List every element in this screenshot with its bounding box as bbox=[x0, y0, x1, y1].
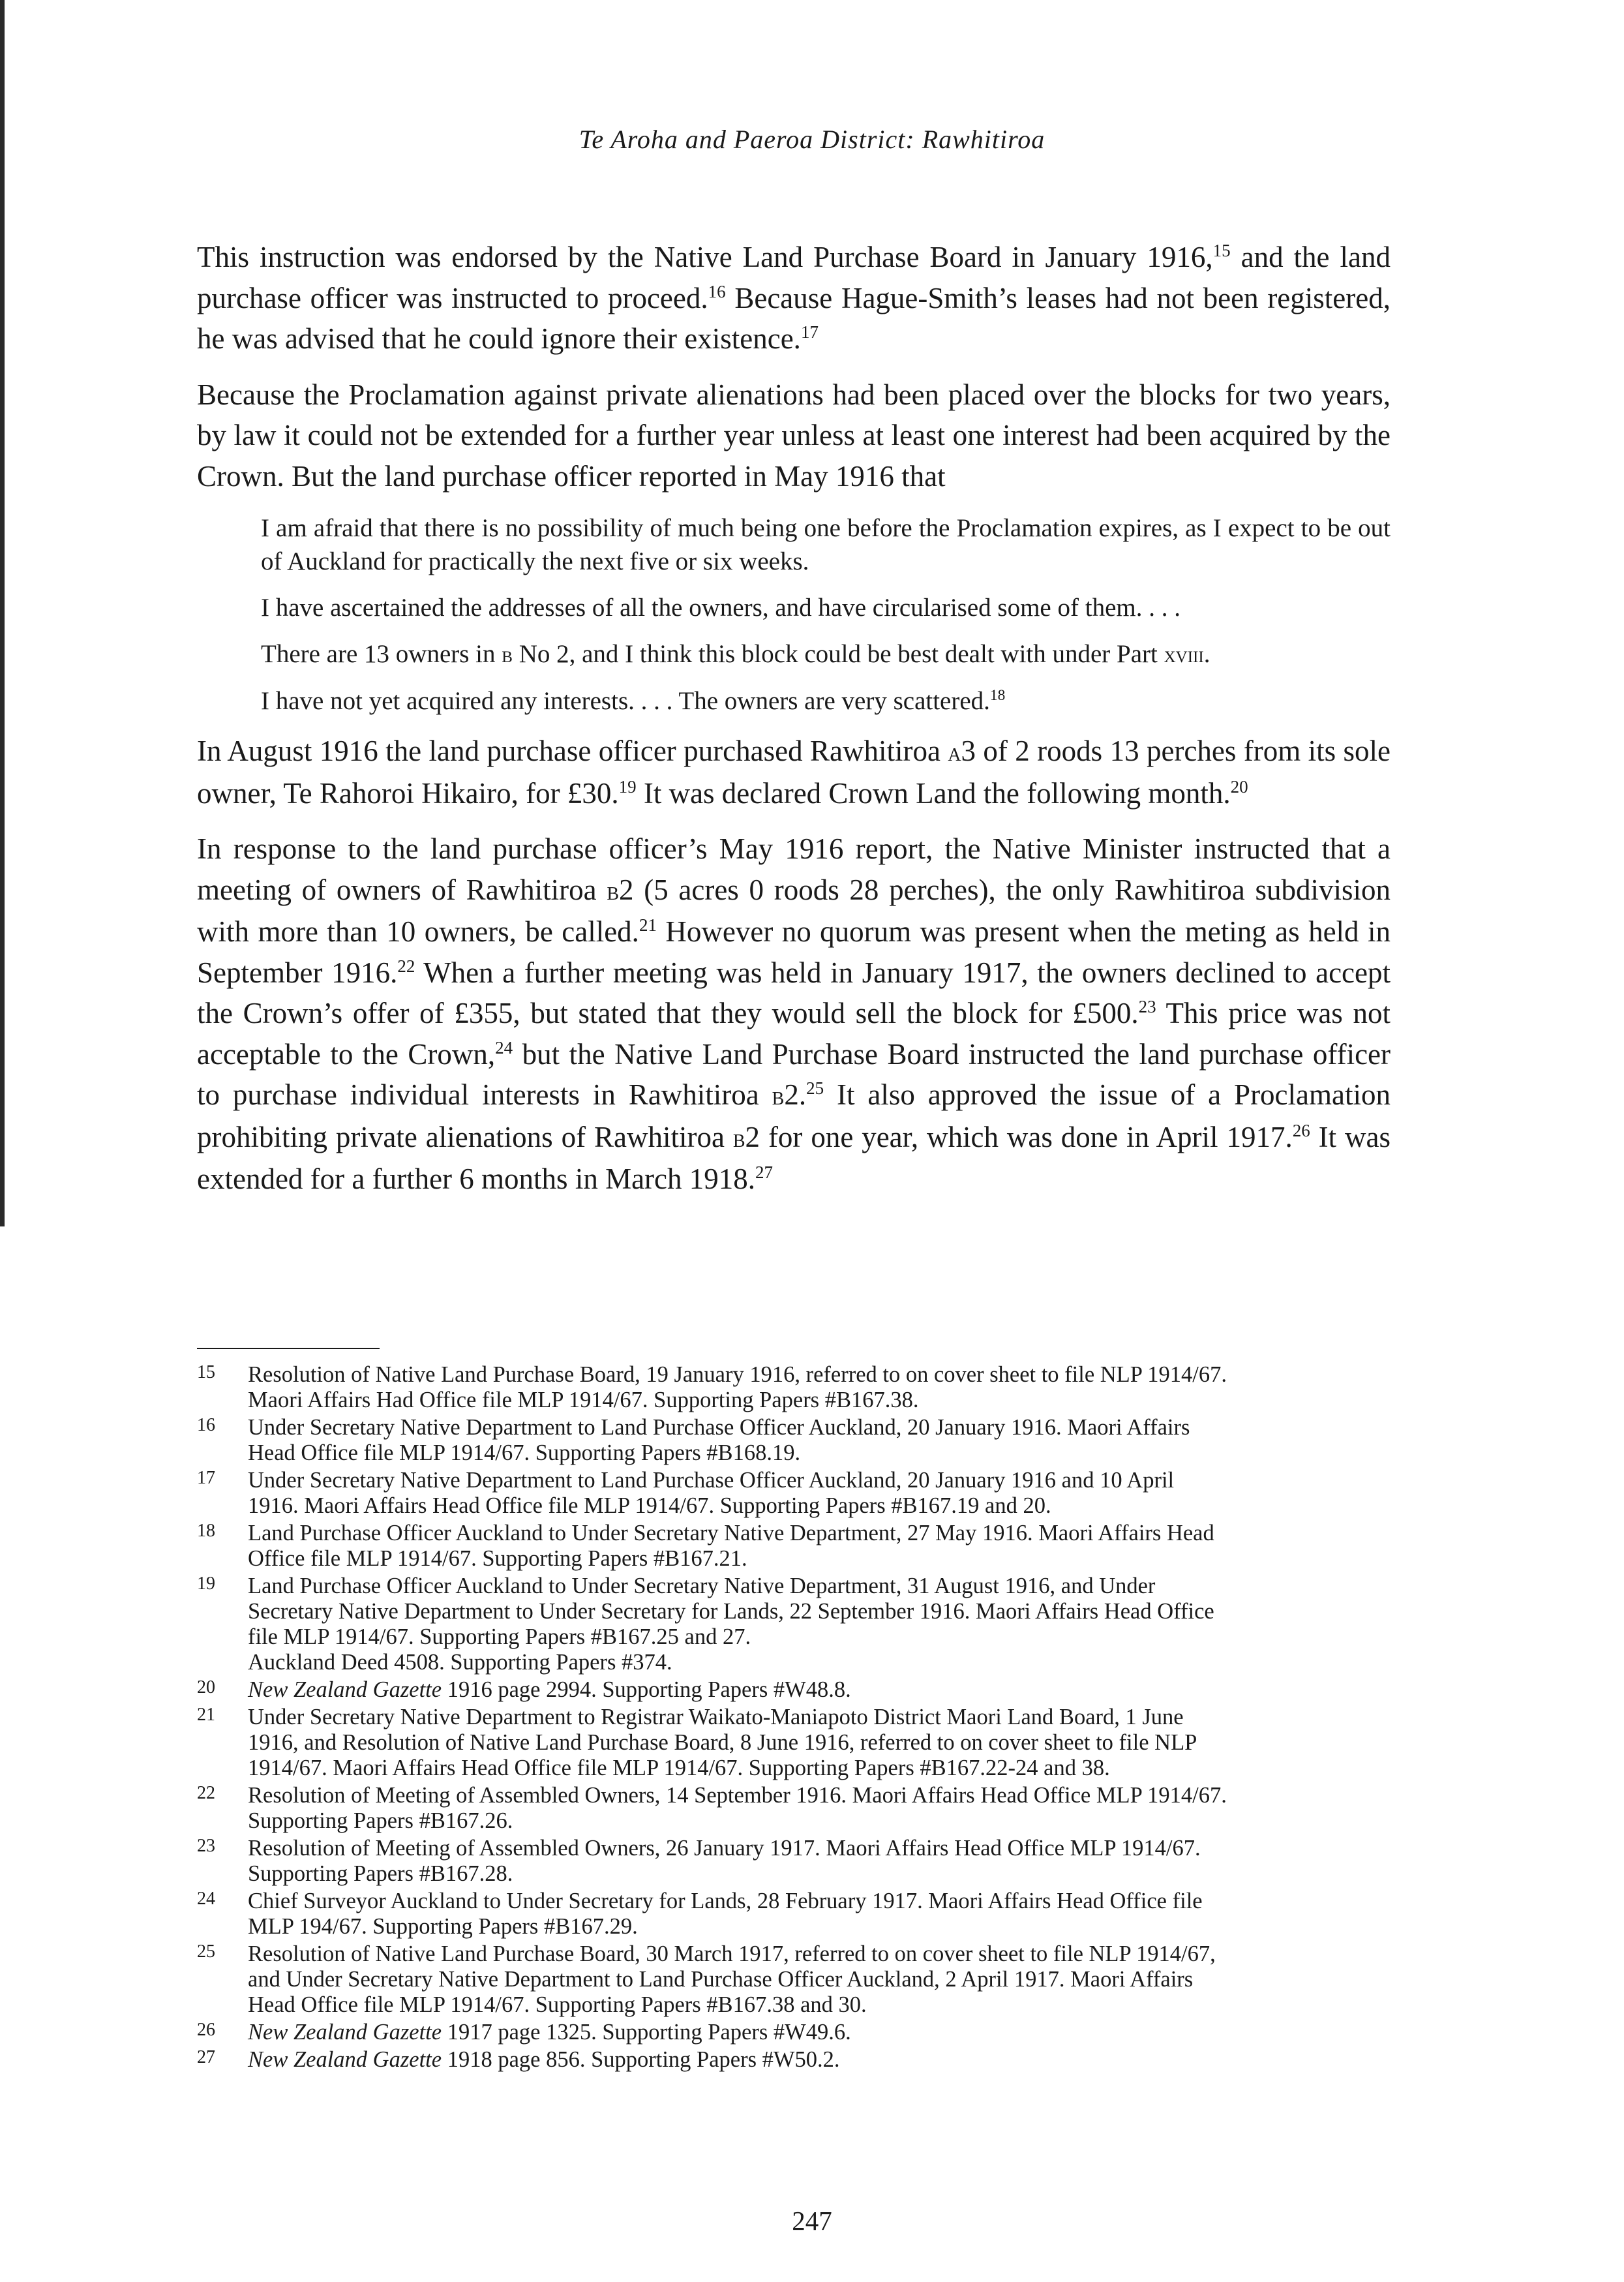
footnote-number: 19 bbox=[197, 1574, 215, 1594]
footnote-15: 15 Resolution of Native Land Purchase Board, 19 January 1916, referred to on cover sheet to file NLP 1914/67. Maori Affairs Had Office file MLP 1914/67. Supporting Papers #B167.38. bbox=[197, 1362, 1391, 1413]
footnote-16: 16 Under Secretary Native Department to Land Purchase Officer Auckland, 20 January 1916. Maori Affairs Head Office file MLP 1914/67. Supporting Papers #B168.19. bbox=[197, 1415, 1391, 1466]
footnote-23: 23 Resolution of Meeting of Assembled Owners, 26 January 1917. Maori Affairs Head Office MLP 1914/67. Supporting Papers #B167.28. bbox=[197, 1836, 1391, 1887]
footnote-24: 24 Chief Surveyor Auckland to Under Secretary for Lands, 28 February 1917. Maori Affairs Head Office file MLP 194/67. Supporting Papers #B167.29. bbox=[197, 1889, 1391, 1940]
footnote-18: 18 Land Purchase Officer Auckland to Under Secretary Native Department, 27 May 1916. Maori Affairs Head Office file MLP 1914/67. Supporting Papers #B167.21. bbox=[197, 1521, 1391, 1572]
page-number: 247 bbox=[792, 2206, 832, 2236]
footnote-ref[interactable]: 22 bbox=[397, 956, 415, 976]
block-quote bbox=[261, 511, 1391, 718]
footnote-separator bbox=[197, 1348, 380, 1349]
running-head: Te Aroha and Paeroa District: Rawhitiroa bbox=[579, 125, 1045, 154]
footnote-ref[interactable]: 15 bbox=[1212, 241, 1231, 260]
footnote-ref[interactable]: 24 bbox=[495, 1037, 513, 1057]
footnote-number: 23 bbox=[197, 1836, 215, 1856]
footnote-number: 15 bbox=[197, 1362, 215, 1382]
footnote-26: 26 New Zealand Gazette 1917 page 1325. Supporting Papers #W49.6. bbox=[197, 2020, 1391, 2045]
footnote-ref[interactable]: 21 bbox=[639, 915, 657, 935]
paragraph-3: In August 1916 the land purchase officer purchased Rawhitiroa a3 of 2 roods 13 perches from its sole owner, Te Rahoroi Hikairo, for £30.19 It was declared Crown Land the following month.$^{20}$ bbox=[197, 735, 1391, 810]
quote-paragraph: I have not yet acquired any interests. . . . The owners are very scattered.$^{18}$ bbox=[261, 687, 1006, 715]
footnote-number: 16 bbox=[197, 1415, 215, 1435]
footnote-number: 17 bbox=[197, 1468, 215, 1488]
footnote-number: 20 bbox=[197, 1677, 215, 1697]
paragraph-1: This instruction was endorsed by the Native Land Purchase Board in January 1916,15 and the land purchase officer was instructed to proceed.$^{16}$ Because Hague-Smith’s leases had not been registered, he was advised that he could ignore their existence.$^{17}$ bbox=[197, 241, 1391, 355]
footnote-25: 25 Resolution of Native Land Purchase Board, 30 March 1917, referred to on cover sheet to file NLP 1914/67, and Under Secretary Native Department to Land Purchase Officer Auckland, 2 April 1917. Maori Affairs Head Office file MLP 1914/67. Supporting Papers #B167.38 and 30. bbox=[197, 1941, 1391, 2018]
quote-paragraph: I am afraid that there is no possibility of much being one before the Proclamation expires, as I expect to be out of Auckland for practically the next five or six weeks. bbox=[261, 514, 1391, 575]
footnote-21: 21 Under Secretary Native Department to Registrar Waikato-Maniapoto District Maori Land Board, 1 June 1916, and Resolution of Native Land Purchase Board, 8 June 1916, referred to on cover sheet to file NLP 1914/67. Maori Affairs Head Office file MLP 1914/67. Supporting Papers #B167.22-24 and 38. bbox=[197, 1705, 1391, 1781]
footnote-ref[interactable]: 26 bbox=[1292, 1120, 1310, 1140]
footnote-ref[interactable]: 20 bbox=[1230, 776, 1248, 797]
footnotes bbox=[197, 1362, 1391, 2075]
scan-edge-rule bbox=[0, 0, 5, 1226]
footnote-22: 22 Resolution of Meeting of Assembled Owners, 14 September 1916. Maori Affairs Head Office MLP 1914/67. Supporting Papers #B167.26. bbox=[197, 1783, 1391, 1834]
footnote-ref[interactable]: 25 bbox=[806, 1078, 824, 1098]
footnote-number: 24 bbox=[197, 1889, 215, 1909]
footnote-ref[interactable]: 17 bbox=[800, 322, 819, 342]
footnote-number: 26 bbox=[197, 2020, 215, 2040]
footnote-19: 19 Land Purchase Officer Auckland to Under Secretary Native Department, 31 August 1916, and Under Secretary Native Department to Under Secretary for Lands, 22 September 1916. Maori Affairs Head Office file MLP 1914/67. Supporting Papers #B167.25 and 27. Auckland Deed 4508. Supporting Papers #374. bbox=[197, 1574, 1391, 1675]
footnote-ref[interactable]: 16 bbox=[708, 281, 726, 301]
footnote-ref[interactable]: 18 bbox=[989, 687, 1006, 704]
quote-paragraph: There are 13 owners in b No 2, and I think this block could be best dealt with under Part xviii. bbox=[261, 640, 1210, 668]
paragraph-4: In response to the land purchase officer’s May 1916 report, the Native Minister instructed that a meeting of owners of Rawhitiroa b2 (5 acres 0 roods 28 perches), the only Rawhitiroa subdivision with more than 10 owners, be called.$^{21}$ However no quorum was present when the meting as held in September 1916.22 When a further meeting was held in January 1917, the owners declined to accept the Crown’s offer of £355, but stated that they would sell the block for £500.23 This price was not acceptable to the Crown,$^{24}$ but the Native Land Purchase Board instructed the land purchase officer to purchase individual interests in Rawhitiroa b2.25 It also approved the issue of a Proclamation prohibiting private alienations of Rawhitiroa b2 for one year, which was done in April 1917.26 It was extended for a further 6 months in March 1918.27 bbox=[197, 832, 1391, 1195]
footnote-number: 27 bbox=[197, 2047, 215, 2067]
quote-paragraph: I have ascertained the addresses of all the owners, and have circularised some of them. . . . bbox=[261, 594, 1180, 622]
paragraph-2: Because the Proclamation against private alienations had been placed over the blocks for two years, by law it could not be extended for a further year unless at least one interest had been acquired by the Crown. But the land purchase officer reported in May 1916 that bbox=[197, 378, 1391, 493]
footnote-number: 21 bbox=[197, 1705, 215, 1725]
footnote-number: 22 bbox=[197, 1783, 215, 1803]
footnote-number: 25 bbox=[197, 1941, 215, 1962]
footnote-ref[interactable]: 23 bbox=[1138, 997, 1156, 1016]
footnote-ref[interactable]: 19 bbox=[618, 776, 637, 797]
footnote-17: 17 Under Secretary Native Department to Land Purchase Officer Auckland, 20 January 1916 and 10 April 1916. Maori Affairs Head Office file MLP 1914/67. Supporting Papers #B167.19 and 20. bbox=[197, 1468, 1391, 1519]
footnote-number: 18 bbox=[197, 1521, 215, 1541]
footnote-ref[interactable]: 27 bbox=[755, 1163, 774, 1182]
footnote-20: 20 New Zealand Gazette 1916 page 2994. Supporting Papers #W48.8. bbox=[197, 1677, 1391, 1703]
footnote-27: 27 New Zealand Gazette 1918 page 856. Supporting Papers #W50.2. bbox=[197, 2047, 1391, 2073]
main-text bbox=[197, 237, 1391, 1215]
